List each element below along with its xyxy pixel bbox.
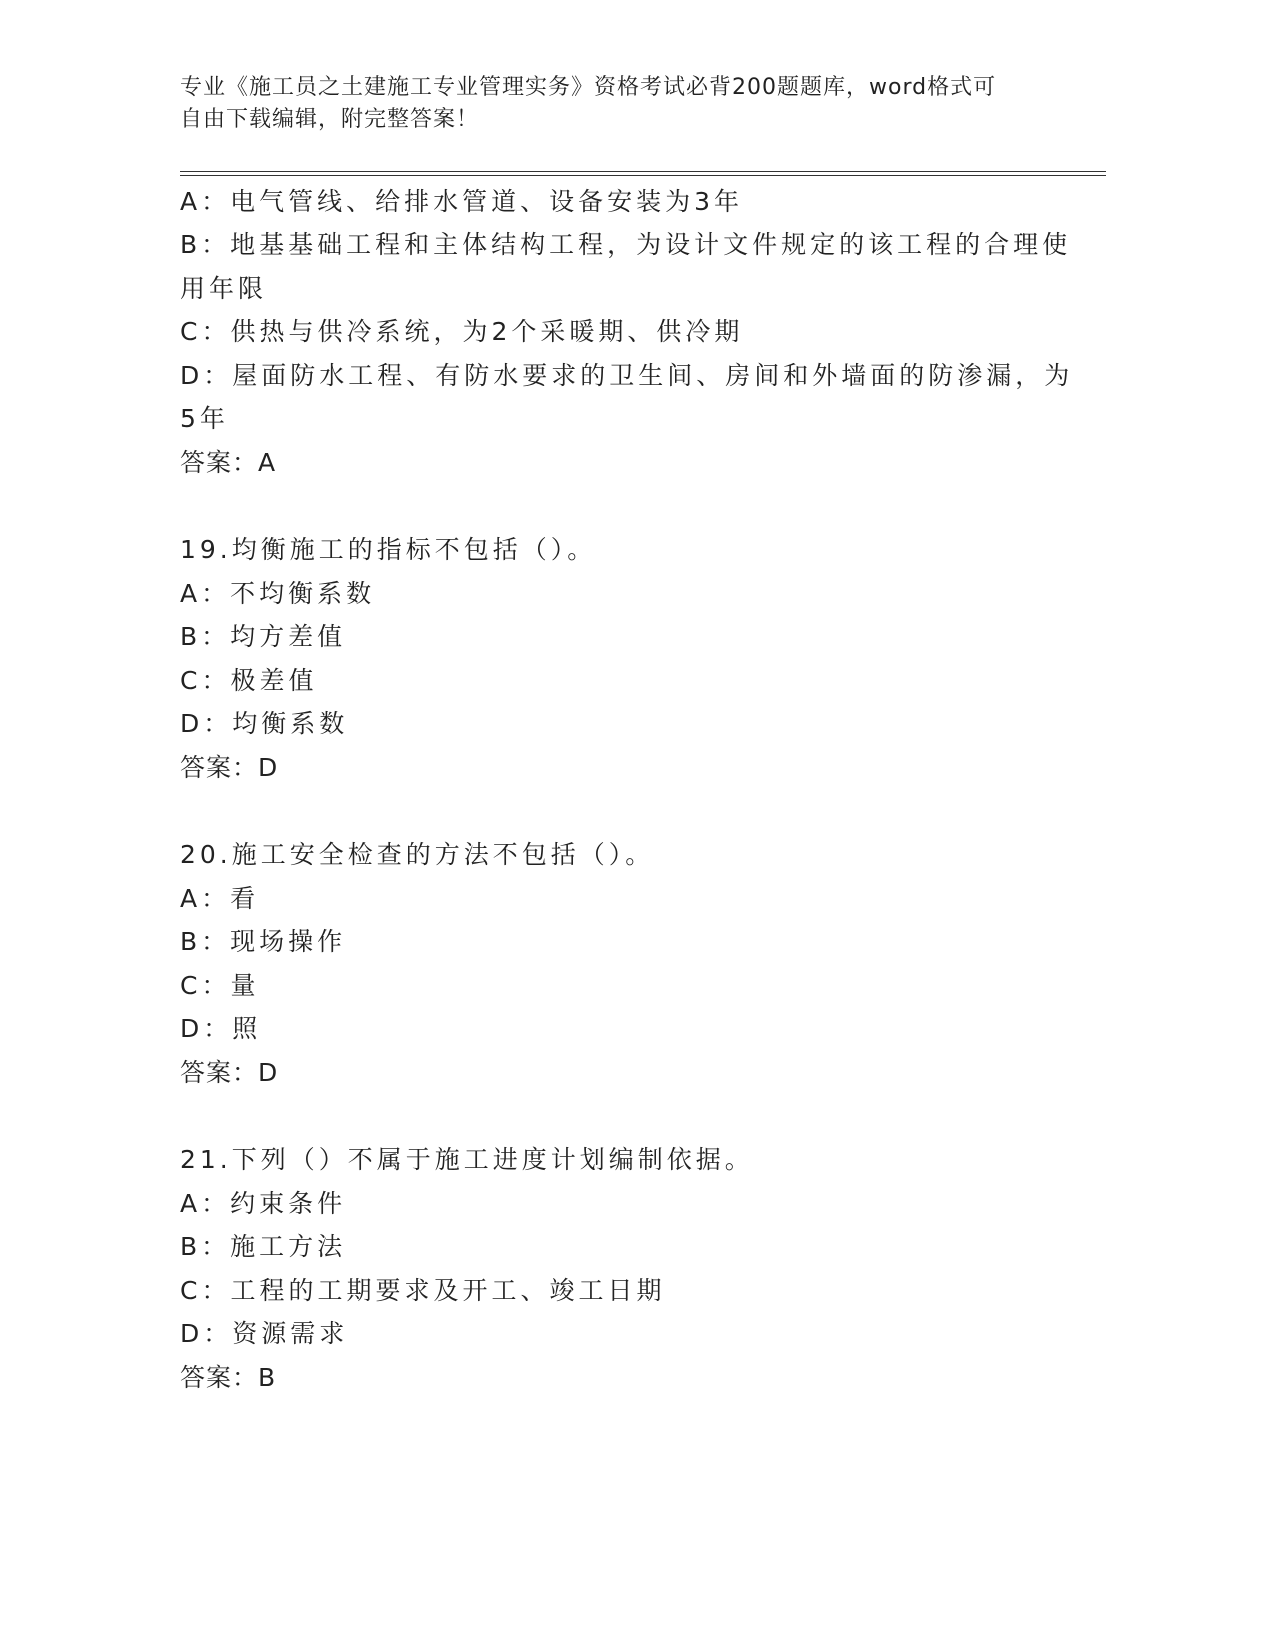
q19-option-a: A：不均衡系数 [180, 579, 376, 608]
q20-option-b: B：现场操作 [180, 927, 347, 956]
q20-answer: 答案：D [180, 1058, 279, 1087]
q18-option-a: A：电气管线、给排水管道、设备安装为3年 [180, 187, 744, 216]
q20-option-a: A：看 [180, 884, 260, 913]
q21-option-d: D：资源需求 [180, 1319, 349, 1348]
q18-answer: 答案：A [180, 448, 277, 477]
q21-question: 21.下列（）不属于施工进度计划编制依据。 [180, 1145, 754, 1174]
header-divider-top [180, 171, 1106, 172]
q21-option-a: A：约束条件 [180, 1189, 347, 1218]
document-header [180, 72, 1040, 136]
q19-option-d: D：均衡系数 [180, 709, 349, 738]
q21-option-b: B：施工方法 [180, 1232, 347, 1261]
q20-option-c: C：量 [180, 971, 260, 1000]
q19-option-c: C：极差值 [180, 666, 318, 695]
q20-question: 20.施工安全检查的方法不包括（）。 [180, 840, 655, 869]
q18-option-b-continued: 用年限 [180, 274, 268, 303]
q18-option-b: B：地基基础工程和主体结构工程，为设计文件规定的该工程的合理使 [180, 230, 1072, 259]
q19-answer: 答案：D [180, 753, 279, 782]
q18-option-d: D：屋面防水工程、有防水要求的卫生间、房间和外墙面的防渗漏，为 [180, 361, 1074, 390]
header-divider-bottom [180, 175, 1106, 176]
q19-question: 19.均衡施工的指标不包括（）。 [180, 535, 597, 564]
q18-option-c: C：供热与供冷系统，为2个采暖期、供冷期 [180, 317, 744, 346]
q21-option-c: C：工程的工期要求及开工、竣工日期 [180, 1276, 666, 1305]
q21-answer: 答案：B [180, 1363, 277, 1392]
q18-option-d-continued: 5年 [180, 404, 229, 433]
q19-option-b: B：均方差值 [180, 622, 347, 651]
header-line-2: 自由下载编辑，附完整答案！ [180, 107, 480, 132]
q20-option-d: D：照 [180, 1014, 262, 1043]
header-line-1: 专业《施工员之土建施工专业管理实务》资格考试必背200题题库，word格式可 [180, 75, 997, 100]
